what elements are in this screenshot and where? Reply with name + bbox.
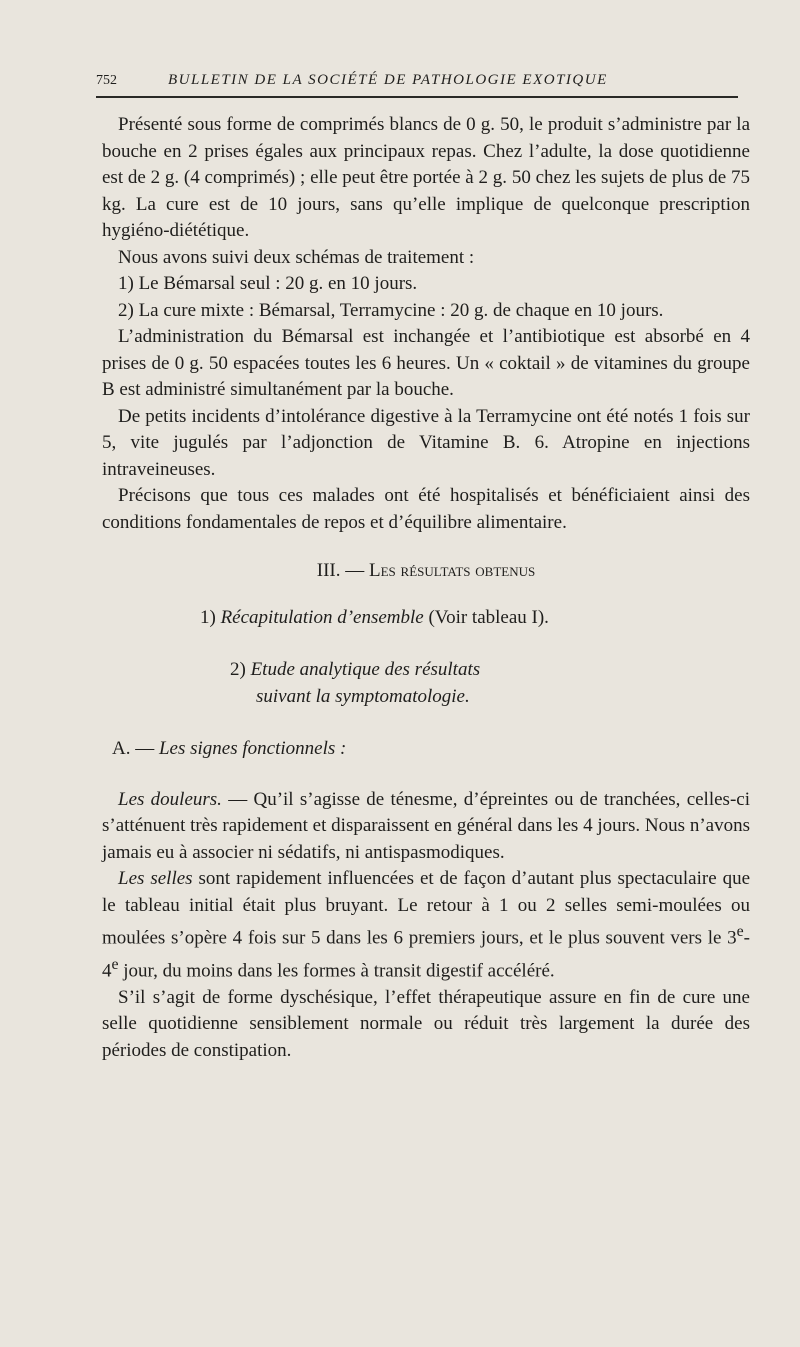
section-title: Les résultats obtenus (369, 560, 536, 581)
page-number: 752 (96, 73, 117, 88)
subsection-1-ref: (Voir tableau I). (428, 606, 549, 628)
paragraph-schema-2: 2) La cure mixte : Bémarsal, Terramycine : 20 g. de chaque en 10 jours. (118, 299, 664, 321)
selles-text-before: sont rapidement influencées et de façon d’autant plus spectaculaire que le tableau initial était plus bruyant. Le retour à 1 ou 2 selles semi-moulées ou moulées s’opère 4 fois sur 5 dans les 6 premiers jours, et le plus souvent vers le 3 (102, 868, 751, 949)
paragraph-douleurs (102, 787, 750, 867)
subsection-heading-2 (102, 657, 750, 710)
subsection-a-letter: A. — (112, 738, 155, 759)
selles-sup-1: e (736, 923, 744, 940)
subsection-a-title: Les signes fonctionnels : (158, 738, 347, 759)
paragraph-presentation: Présenté sous forme de comprimés blancs de 0 g. 50, le produit s’administre par la bouche en 2 prises égales aux principaux repas. Chez l’adulte, la dose quotidienne est de 2 g. (4 comprimés) ; elle peut être portée à 2 g. 50 chez les sujets de plus de 75 kg. La cure est de 10 jours, sans qu’elle implique de quelconque prescription hygiéno-diététique. (102, 114, 750, 241)
header-rule (96, 96, 738, 98)
subsection-2-number: 2) (230, 659, 246, 680)
running-title: BULLETIN DE LA SOCIÉTÉ DE PATHOLOGIE EXOTIQUE (168, 72, 608, 88)
paragraph-dyschesique: S’il s’agit de forme dyschésique, l’effet thérapeutique assure en fin de cure une selle quotidienne sensiblement normale ou réduit très largement la durée des périodes de constipation. (102, 986, 750, 1061)
selles-text-after: jour, du moins dans les formes à transit digestif accéléré. (118, 960, 555, 982)
subsection-1-title: Récapitulation d’ensemble (220, 606, 424, 628)
paragraph-hospitalisation: Précisons que tous ces malades ont été hospitalisés et bénéficiaient ainsi des conditions fondamentales de repos et d’équilibre alimentaire. (102, 485, 750, 533)
subsection-heading-a (102, 736, 750, 763)
paragraph-administration: L’administration du Bémarsal est inchangée et l’antibiotique est absorbé en 4 prises de 0 g. 50 espacées toutes les 6 heures. Un « coktail » de vitamines du groupe B est administré simultanément par la bouche. (102, 326, 750, 400)
selles-sup-2: e (111, 955, 119, 973)
paragraph-schemas: Nous avons suivi deux schémas de traitement : (118, 246, 475, 268)
paragraph-selles (102, 866, 750, 985)
subsection-heading-1 (200, 605, 750, 632)
douleurs-text: — Qu’il s’agisse de ténesme, d’épreintes ou de tranchées, celles-ci s’atténuent très rapidement et disparaissent en général dans les 4 jours. Nous n’avons jamais eu à associer ni sédatifs, ni antispasmodiques. (102, 788, 750, 863)
body-text (102, 112, 750, 1064)
paragraph-schema-1: 1) Le Bémarsal seul : 20 g. en 10 jours. (118, 273, 418, 294)
subsection-1-number: 1) (200, 606, 216, 628)
subsection-2-title-line1: Etude analytique des résultats (250, 659, 481, 680)
subsection-2-title-line2: suivant la symptomatologie. (256, 685, 470, 707)
selles-lead: Les selles (118, 868, 193, 889)
section-heading (102, 558, 750, 585)
section-number: III. — (316, 560, 365, 581)
running-header (96, 72, 746, 89)
selles-sep: -4 (102, 927, 750, 982)
paragraph-incidents: De petits incidents d’intolérance digestive à la Terramycine ont été notés 1 fois sur 5, vite jugulés par l’adjonction de Vitamine B. 6. Atropine en injections intraveineuses. (102, 405, 750, 480)
douleurs-lead: Les douleurs. (118, 788, 222, 810)
